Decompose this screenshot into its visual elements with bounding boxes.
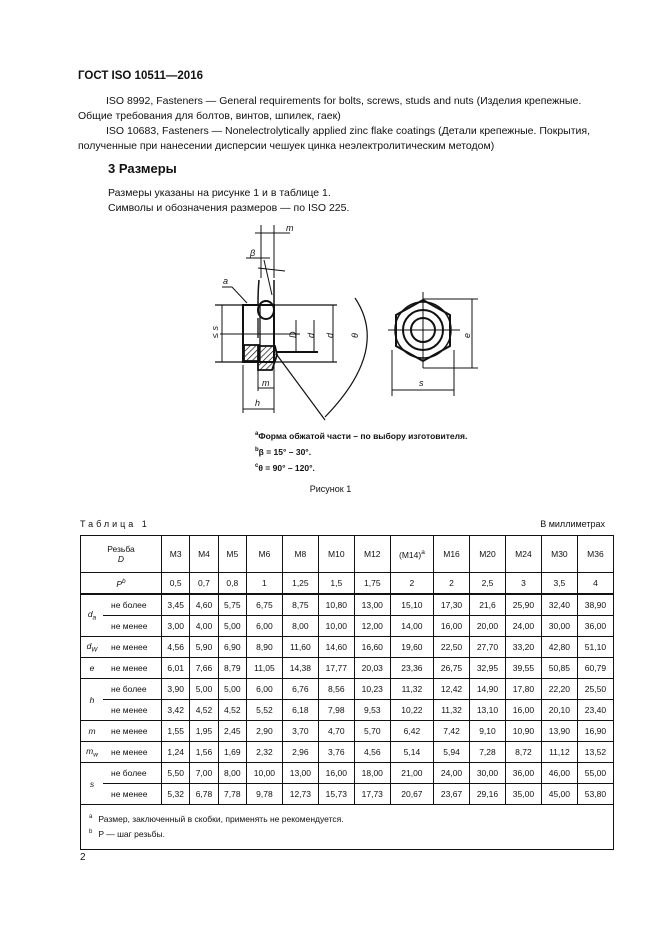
dimension-value: 20,67: [390, 784, 433, 805]
dimension-value: 16,60: [354, 637, 390, 658]
dimension-value: 5,32: [162, 784, 190, 805]
dimension-value: 26,75: [434, 658, 470, 679]
dimension-value: 23,40: [577, 700, 613, 721]
dimension-value: 8,72: [505, 742, 541, 763]
dimension-value: 2,90: [246, 721, 282, 742]
svg-text:m: m: [262, 378, 270, 388]
dimension-symbol: e: [81, 658, 104, 679]
dimension-value: 17,73: [354, 784, 390, 805]
table-row: [81, 721, 614, 742]
thread-size-header: M24: [505, 536, 541, 573]
svg-text:β: β: [250, 248, 256, 258]
dimension-value: 4,00: [190, 616, 218, 637]
dimension-value: 12,73: [282, 784, 318, 805]
svg-text:m: m: [286, 223, 294, 233]
dimension-value: 21,6: [470, 594, 506, 616]
dimension-value: 21,00: [390, 763, 433, 784]
dimension-value: 10,22: [390, 700, 433, 721]
dimension-value: 4,70: [318, 721, 354, 742]
dimension-value: 3,76: [318, 742, 354, 763]
table-caption: Таблица 1: [80, 519, 150, 529]
dimension-symbol: $d_a$: [81, 594, 104, 637]
dimension-value: 35,00: [505, 784, 541, 805]
dimension-value: 1,69: [218, 742, 246, 763]
dimension-value: 8,75: [282, 594, 318, 616]
pitch-value: 0,7: [190, 573, 218, 595]
pitch-value: 0,5: [162, 573, 190, 595]
dimension-value: 12,00: [354, 616, 390, 637]
dimension-value: 24,00: [505, 616, 541, 637]
svg-text:a: a: [223, 276, 229, 286]
dimension-value: 42,80: [541, 637, 577, 658]
dimension-value: 1,55: [162, 721, 190, 742]
dimension-value: 6,18: [282, 700, 318, 721]
dimension-value: 46,00: [541, 763, 577, 784]
thread-size-header: M36: [577, 536, 613, 573]
dimension-value: 8,00: [282, 616, 318, 637]
dimension-value: 5,52: [246, 700, 282, 721]
table-row: [81, 679, 614, 700]
limit-label: не более: [103, 679, 162, 700]
dimension-value: 6,75: [246, 594, 282, 616]
dimension-value: 19,60: [390, 637, 433, 658]
table-footnotes-row: [81, 805, 614, 850]
dimension-value: 10,23: [354, 679, 390, 700]
dimension-value: 5,90: [190, 637, 218, 658]
dimension-value: 8,79: [218, 658, 246, 679]
thread-size-header: M16: [434, 536, 470, 573]
side-view: [215, 225, 367, 420]
dimension-value: 13,90: [541, 721, 577, 742]
table-footnote: $^b$ P — шаг резьбы.: [89, 828, 166, 839]
dimension-value: 7,42: [434, 721, 470, 742]
dimension-value: 15,73: [318, 784, 354, 805]
svg-text:D: D: [288, 331, 298, 338]
dimension-value: 3,70: [282, 721, 318, 742]
section-intro: Размеры указаны на рисунке 1 и в таблице 1. Символы и обозначения размеров — по ISO 225.: [108, 187, 350, 214]
limit-label: не менее: [103, 742, 162, 763]
dimension-value: 11,05: [246, 658, 282, 679]
reference-item: ISO 8992, Fasteners — General requirements for bolts, screws, studs and nuts (Изделия крепежные. Общие требования для болтов, винтов, шпилек, гаек): [78, 95, 582, 122]
pitch-value: 2,5: [470, 573, 506, 595]
pitch-value: 0,8: [218, 573, 246, 595]
pitch-value: 2: [390, 573, 433, 595]
dimension-value: 32,95: [470, 658, 506, 679]
thread-label: Резьба: [107, 544, 135, 554]
limit-label: не менее: [103, 658, 162, 679]
dimension-value: 3,42: [162, 700, 190, 721]
dimension-value: 5,14: [390, 742, 433, 763]
dimension-value: 7,28: [470, 742, 506, 763]
table-row: [81, 742, 614, 763]
page-number: 2: [80, 852, 86, 863]
thread-size-header: M5: [218, 536, 246, 573]
dimension-value: 3,00: [162, 616, 190, 637]
dimension-value: 8,56: [318, 679, 354, 700]
dimension-value: 16,00: [505, 700, 541, 721]
pitch-value: 2: [434, 573, 470, 595]
limit-label: не менее: [103, 616, 162, 637]
document-header: ГОСТ ISO 10511—2016: [78, 70, 203, 82]
dimension-value: 5,94: [434, 742, 470, 763]
figure-caption: Рисунок 1: [309, 484, 352, 494]
dimension-value: 51,10: [577, 637, 613, 658]
dimension-value: 17,30: [434, 594, 470, 616]
dimension-value: 5,00: [218, 679, 246, 700]
dimension-value: 60,79: [577, 658, 613, 679]
dimension-value: 3,45: [162, 594, 190, 616]
dimension-value: 1,24: [162, 742, 190, 763]
dimension-value: 7,78: [218, 784, 246, 805]
dimension-value: 30,00: [470, 763, 506, 784]
dimension-value: 18,00: [354, 763, 390, 784]
dimension-value: 16,00: [434, 616, 470, 637]
figure-1-drawing: [200, 220, 500, 425]
table-row: [81, 700, 614, 721]
figure-note: $^c$θ = 90° – 120°.: [255, 462, 315, 473]
limit-label: не менее: [103, 637, 162, 658]
dimension-value: 8,90: [246, 637, 282, 658]
dimension-value: 5,75: [218, 594, 246, 616]
thread-header-cell: [81, 536, 162, 573]
table-row: [81, 616, 614, 637]
dimension-value: 6,01: [162, 658, 190, 679]
dimension-value: 2,32: [246, 742, 282, 763]
table-row: [81, 658, 614, 679]
dimension-value: 45,00: [541, 784, 577, 805]
thread-symbol: D: [117, 554, 125, 564]
dimension-value: 27,70: [470, 637, 506, 658]
dimension-value: 9,10: [470, 721, 506, 742]
dimension-value: 10,00: [246, 763, 282, 784]
dimension-value: 29,16: [470, 784, 506, 805]
dimension-value: 36,00: [577, 616, 613, 637]
dimension-value: 6,90: [218, 637, 246, 658]
dimension-value: 25,90: [505, 594, 541, 616]
thread-size-header: M6: [246, 536, 282, 573]
limit-label: не менее: [103, 784, 162, 805]
dimension-value: 2,96: [282, 742, 318, 763]
svg-text:h: h: [255, 398, 261, 408]
dimension-value: 55,00: [577, 763, 613, 784]
thread-size-header: M10: [318, 536, 354, 573]
section-heading: 3 Размеры: [108, 161, 177, 176]
dimension-value: 14,60: [318, 637, 354, 658]
dimension-value: 11,32: [434, 700, 470, 721]
dimension-value: 36,00: [505, 763, 541, 784]
thread-size-header: M3: [162, 536, 190, 573]
dimension-value: 10,00: [318, 616, 354, 637]
dimension-symbol: h: [81, 679, 104, 721]
table-row: [81, 637, 614, 658]
dimension-value: 33,20: [505, 637, 541, 658]
dimension-value: 13,00: [354, 594, 390, 616]
dimension-value: 17,80: [505, 679, 541, 700]
dimension-value: 23,67: [434, 784, 470, 805]
dimension-value: 12,42: [434, 679, 470, 700]
figure-note: $^a$Форма обжатой части – по выбору изготовителя.: [255, 430, 468, 441]
dimension-value: 5,50: [162, 763, 190, 784]
limit-label: не более: [103, 594, 162, 616]
limit-label: не менее: [103, 721, 162, 742]
thread-size-header: M4: [190, 536, 218, 573]
dimension-value: 20,03: [354, 658, 390, 679]
pitch-value: 4: [577, 573, 613, 595]
dimension-value: 3,90: [162, 679, 190, 700]
dimension-value: 17,77: [318, 658, 354, 679]
dimension-value: 7,98: [318, 700, 354, 721]
reference-item: ISO 10683, Fasteners — Nonelectrolytically applied zinc flake coatings (Детали крепежные. Покрытия, полученные при нанесении дисперсии чешуек цинка неэлектролитическим методом): [78, 125, 590, 152]
dimension-symbol: s: [81, 763, 104, 805]
dimension-value: 30,00: [541, 616, 577, 637]
thread-size-header: M12: [354, 536, 390, 573]
dimension-value: 14,38: [282, 658, 318, 679]
dimension-value: 2,45: [218, 721, 246, 742]
pitch-row: [81, 573, 614, 595]
svg-text:s: s: [419, 378, 424, 388]
dimension-symbol: m: [81, 721, 104, 742]
dimension-value: 11,12: [541, 742, 577, 763]
pitch-value: 1,5: [318, 573, 354, 595]
pitch-value: 1,25: [282, 573, 318, 595]
dimension-value: 23,36: [390, 658, 433, 679]
dimension-value: 1,95: [190, 721, 218, 742]
dimension-value: 11,32: [390, 679, 433, 700]
dimension-value: 50,85: [541, 658, 577, 679]
dimension-value: 14,90: [470, 679, 506, 700]
dimension-value: 9,78: [246, 784, 282, 805]
dimension-value: 7,00: [190, 763, 218, 784]
dimension-value: 22,50: [434, 637, 470, 658]
figure-notes: [255, 427, 467, 474]
pitch-value: 3: [505, 573, 541, 595]
pitch-label-cell: $P^b$: [81, 573, 162, 595]
dimension-symbol: $m_w$: [81, 742, 104, 763]
dimension-value: 10,90: [505, 721, 541, 742]
dimension-value: 8,00: [218, 763, 246, 784]
dimension-value: 16,90: [577, 721, 613, 742]
dimension-value: 13,52: [577, 742, 613, 763]
table-row: [81, 763, 614, 784]
table-header-row: [81, 536, 614, 573]
dimension-value: 16,00: [318, 763, 354, 784]
limit-label: не менее: [103, 700, 162, 721]
dimension-value: 5,00: [218, 616, 246, 637]
dimension-value: 24,00: [434, 763, 470, 784]
dimension-value: 4,56: [162, 637, 190, 658]
dimension-value: 13,10: [470, 700, 506, 721]
dimension-value: 53,80: [577, 784, 613, 805]
thread-size-header: M8: [282, 536, 318, 573]
dimension-value: 11,60: [282, 637, 318, 658]
pitch-value: 1: [246, 573, 282, 595]
table-row: [81, 784, 614, 805]
dimension-value: 22,20: [541, 679, 577, 700]
side-view-labels: [210, 223, 360, 408]
dimension-value: 20,10: [541, 700, 577, 721]
dimension-value: 6,78: [190, 784, 218, 805]
top-view: [388, 292, 478, 396]
dimension-value: 4,52: [218, 700, 246, 721]
figure-note: $^b$β = 15° – 30°.: [255, 446, 312, 457]
thread-size-header: $(M14)^a$: [390, 536, 433, 573]
dimension-value: 15,10: [390, 594, 433, 616]
dimension-value: 9,53: [354, 700, 390, 721]
dimension-value: 5,00: [190, 679, 218, 700]
svg-text:d: d: [325, 332, 335, 338]
dimension-value: 7,66: [190, 658, 218, 679]
table-footnote: $^a$ Размер, заключенный в скобки, применять не рекомендуется.: [89, 813, 344, 824]
svg-text:≤ s: ≤ s: [210, 326, 220, 338]
thread-size-header: M20: [470, 536, 506, 573]
dimension-value: 4,52: [190, 700, 218, 721]
dimension-value: 14,00: [390, 616, 433, 637]
dimension-value: 39,55: [505, 658, 541, 679]
svg-text:e: e: [462, 332, 472, 338]
table-footnotes: [81, 805, 614, 850]
dimension-value: 5,70: [354, 721, 390, 742]
dimension-value: 4,60: [190, 594, 218, 616]
table-units: В миллиметрах: [540, 519, 605, 529]
pitch-value: 1,75: [354, 573, 390, 595]
dimension-value: 4,56: [354, 742, 390, 763]
pitch-value: 3,5: [541, 573, 577, 595]
dimension-value: 20,00: [470, 616, 506, 637]
dimension-value: 13,00: [282, 763, 318, 784]
dimension-value: 25,50: [577, 679, 613, 700]
svg-text:θ: θ: [350, 333, 360, 338]
dimension-value: 32,40: [541, 594, 577, 616]
dimension-value: 1,56: [190, 742, 218, 763]
dimensions-table: [80, 535, 614, 850]
thread-size-header: M30: [541, 536, 577, 573]
limit-label: не более: [103, 763, 162, 784]
normative-references: [78, 94, 618, 154]
dimension-value: 6,00: [246, 616, 282, 637]
dimension-value: 6,42: [390, 721, 433, 742]
dimension-value: 6,76: [282, 679, 318, 700]
svg-text:d: d: [306, 332, 316, 338]
dimension-value: 38,90: [577, 594, 613, 616]
dimension-value: 6,00: [246, 679, 282, 700]
dimension-symbol: $d_W$: [81, 637, 104, 658]
table-row: [81, 594, 614, 616]
dimension-value: 10,80: [318, 594, 354, 616]
